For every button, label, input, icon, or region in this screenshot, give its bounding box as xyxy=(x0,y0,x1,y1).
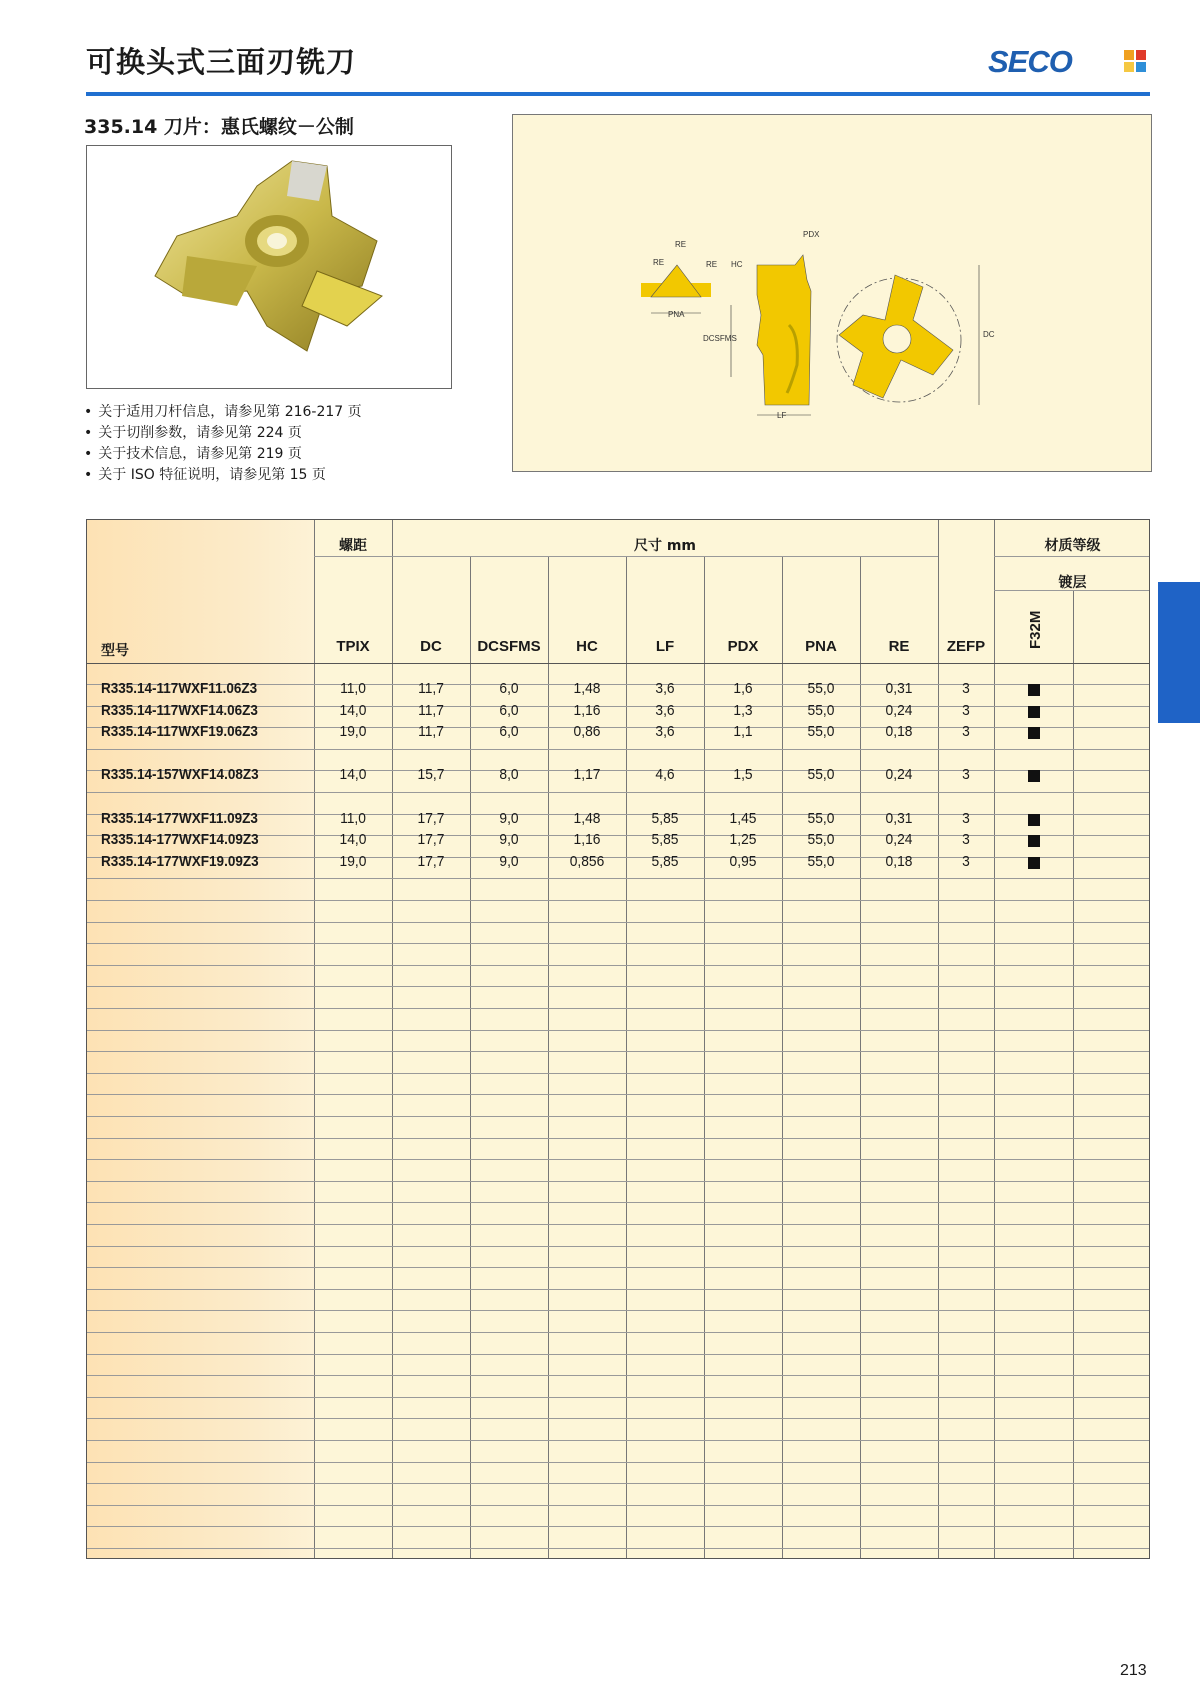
table-cell-dc: 17,7 xyxy=(417,831,445,848)
table-cell-hc: 1,17 xyxy=(573,766,601,783)
row-divider xyxy=(87,943,1149,944)
table-cell-pdx: 1,45 xyxy=(729,810,757,827)
col-divider xyxy=(938,520,939,1558)
table-cell-dcsfms: 6,0 xyxy=(499,680,519,697)
table-cell-hc: 0,86 xyxy=(573,723,601,740)
insert-photo xyxy=(86,145,452,389)
table-cell-dc: 15,7 xyxy=(417,766,445,783)
model-column-bg xyxy=(87,520,314,1558)
header-grade: 材质等级 xyxy=(1044,538,1101,554)
row-divider xyxy=(87,1008,1149,1009)
table-cell-dcsfms: 6,0 xyxy=(499,723,519,740)
header-coating: 镀层 xyxy=(1058,575,1087,591)
table-cell-pdx: 1,6 xyxy=(733,680,753,697)
column-header-pdx: PDX xyxy=(727,638,759,655)
label-lf: LF xyxy=(777,411,787,420)
table-cell-pna: 55,0 xyxy=(807,853,835,870)
label-hc: HC xyxy=(731,260,743,269)
table-cell-dc: 11,7 xyxy=(418,702,444,719)
row-divider xyxy=(87,1202,1149,1203)
table-cell-dcsfms: 9,0 xyxy=(499,831,519,848)
table-cell-dc: 11,7 xyxy=(418,723,444,740)
row-divider xyxy=(87,1267,1149,1268)
table-cell-lf: 5,85 xyxy=(651,810,679,827)
row-divider xyxy=(87,1462,1149,1463)
table-cell-dc: 11,7 xyxy=(418,680,444,697)
table-cell-tpix: 11,0 xyxy=(340,810,366,827)
table-cell-pna: 55,0 xyxy=(807,831,835,848)
table-cell-zefp: 3 xyxy=(962,723,970,740)
table-cell-tpix: 14,0 xyxy=(339,831,367,848)
header-dims: 尺寸 mm xyxy=(633,538,697,554)
table-cell-lf: 3,6 xyxy=(655,702,675,719)
column-header-hc: HC xyxy=(576,638,598,655)
logo-mark-icon xyxy=(1124,50,1146,72)
table-row-model: R335.14-157WXF14.08Z3 xyxy=(101,766,259,783)
table-cell-dcsfms: 9,0 xyxy=(499,853,519,870)
table-cell-re: 0,31 xyxy=(885,680,913,697)
row-divider xyxy=(87,1094,1149,1095)
table-cell-pna: 55,0 xyxy=(807,810,835,827)
row-divider xyxy=(87,1051,1149,1052)
stock-square-icon xyxy=(1028,857,1040,869)
col-divider xyxy=(994,520,995,1558)
table-cell-hc: 1,48 xyxy=(573,680,601,697)
header-model: 型号 xyxy=(101,643,129,659)
dimension-diagram xyxy=(512,114,1152,472)
header-grade-f32m: F32M xyxy=(1027,610,1044,649)
label-pna: PNA xyxy=(668,310,685,319)
row-divider xyxy=(87,1181,1149,1182)
label-dc: DC xyxy=(983,330,995,339)
table-cell-pdx: 0,95 xyxy=(729,853,757,870)
table-cell-tpix: 19,0 xyxy=(339,853,367,870)
row-divider xyxy=(87,1418,1149,1419)
table-cell-re: 0,31 xyxy=(885,810,913,827)
table-cell-hc: 1,16 xyxy=(573,831,601,848)
column-header-zefp: ZEFP xyxy=(946,638,986,655)
label-re-left: RE xyxy=(653,258,665,267)
table-cell-lf: 5,85 xyxy=(651,853,679,870)
table-cell-re: 0,18 xyxy=(885,853,913,870)
table-cell-pdx: 1,1 xyxy=(733,723,753,740)
table-cell-pna: 55,0 xyxy=(807,702,835,719)
insert-photo-image xyxy=(87,146,451,388)
table-cell-lf: 3,6 xyxy=(655,680,675,697)
label-re-right: RE xyxy=(706,260,718,269)
table-cell-zefp: 3 xyxy=(962,766,970,783)
header-pitch: 螺距 xyxy=(339,538,367,554)
table-cell-re: 0,24 xyxy=(885,702,913,719)
note-item: • 关于适用刀杆信息，请参见第 216-217 页 xyxy=(84,402,362,423)
stock-square-icon xyxy=(1028,835,1040,847)
row-divider xyxy=(87,878,1149,879)
table-cell-pdx: 1,3 xyxy=(733,702,753,719)
table-row-model: R335.14-177WXF14.09Z3 xyxy=(101,831,259,848)
table-row-model: R335.14-117WXF14.06Z3 xyxy=(101,702,258,719)
row-divider xyxy=(87,900,1149,901)
table-cell-lf: 5,85 xyxy=(651,831,679,848)
stock-square-icon xyxy=(1028,727,1040,739)
row-divider xyxy=(87,1138,1149,1139)
table-cell-lf: 4,6 xyxy=(655,766,675,783)
table-cell-zefp: 3 xyxy=(962,853,970,870)
table-cell-re: 0,18 xyxy=(885,723,913,740)
table-cell-zefp: 3 xyxy=(962,702,970,719)
row-divider xyxy=(87,1224,1149,1225)
row-divider xyxy=(87,1310,1149,1311)
row-divider xyxy=(87,1289,1149,1290)
table-row-model: R335.14-117WXF19.06Z3 xyxy=(101,723,258,740)
row-divider xyxy=(87,792,1149,793)
table-cell-zefp: 3 xyxy=(962,831,970,848)
table-cell-hc: 1,48 xyxy=(573,810,601,827)
column-header-lf: LF xyxy=(655,638,675,655)
table-cell-lf: 3,6 xyxy=(655,723,675,740)
section-subtitle: 335.14 刀片：惠氏螺纹－公制 xyxy=(84,116,354,138)
dimension-drawing xyxy=(513,115,1151,471)
notes-list xyxy=(84,402,362,486)
table-cell-hc: 0,856 xyxy=(569,853,605,870)
table-cell-dcsfms: 9,0 xyxy=(499,810,519,827)
table-cell-hc: 1,16 xyxy=(573,702,601,719)
row-divider xyxy=(87,1375,1149,1376)
note-item: • 关于切削参数，请参见第 224 页 xyxy=(84,423,362,444)
table-cell-dcsfms: 6,0 xyxy=(499,702,519,719)
table-row-model: R335.14-177WXF19.09Z3 xyxy=(101,853,259,870)
table-cell-dcsfms: 8,0 xyxy=(499,766,519,783)
table-cell-re: 0,24 xyxy=(885,766,913,783)
note-item: • 关于技术信息，请参见第 219 页 xyxy=(84,444,362,465)
row-divider xyxy=(87,1354,1149,1355)
table-cell-pdx: 1,25 xyxy=(729,831,757,848)
table-cell-zefp: 3 xyxy=(962,680,970,697)
row-divider xyxy=(87,965,1149,966)
col-divider xyxy=(392,520,393,1558)
stock-square-icon xyxy=(1028,684,1040,696)
table-cell-pna: 55,0 xyxy=(807,723,835,740)
table-cell-pna: 55,0 xyxy=(807,766,835,783)
table-cell-zefp: 3 xyxy=(962,810,970,827)
table-cell-tpix: 14,0 xyxy=(339,702,367,719)
col-divider xyxy=(314,520,315,1558)
row-divider xyxy=(87,1332,1149,1333)
table-cell-tpix: 19,0 xyxy=(339,723,367,740)
row-divider xyxy=(87,1030,1149,1031)
table-cell-tpix: 11,0 xyxy=(340,680,366,697)
row-divider xyxy=(87,1440,1149,1441)
stock-square-icon xyxy=(1028,814,1040,826)
row-divider xyxy=(87,986,1149,987)
col-divider xyxy=(1073,590,1074,1558)
table-cell-tpix: 14,0 xyxy=(339,766,367,783)
column-header-dc: DC xyxy=(420,638,442,655)
column-header-dcsfms: DCSFMS xyxy=(477,638,541,655)
row-divider xyxy=(87,749,1149,750)
page-number: 213 xyxy=(1120,1662,1147,1679)
label-pdx: PDX xyxy=(803,230,820,239)
row-divider xyxy=(87,1116,1149,1117)
label-re-top: RE xyxy=(675,240,687,249)
table-cell-re: 0,24 xyxy=(885,831,913,848)
section-side-tab xyxy=(1158,582,1200,723)
table-cell-dc: 17,7 xyxy=(417,810,445,827)
row-divider xyxy=(87,663,1149,664)
header-rule xyxy=(86,92,1150,96)
row-divider xyxy=(87,1159,1149,1160)
table-row-model: R335.14-117WXF11.06Z3 xyxy=(101,680,258,697)
row-divider xyxy=(87,1246,1149,1247)
seco-logo: SECO xyxy=(988,44,1072,79)
column-header-pna: PNA xyxy=(805,638,837,655)
row-divider xyxy=(87,1526,1149,1527)
stock-square-icon xyxy=(1028,770,1040,782)
row-divider xyxy=(87,1505,1149,1506)
note-item: • 关于 ISO 特征说明，请参见第 15 页 xyxy=(84,465,362,486)
row-divider xyxy=(87,922,1149,923)
table-cell-pna: 55,0 xyxy=(807,680,835,697)
row-divider xyxy=(87,1483,1149,1484)
column-header-re: RE xyxy=(888,638,910,655)
table-cell-dc: 17,7 xyxy=(417,853,445,870)
table-cell-pdx: 1,5 xyxy=(733,766,753,783)
row-divider xyxy=(87,1548,1149,1549)
stock-square-icon xyxy=(1028,706,1040,718)
row-divider xyxy=(87,1073,1149,1074)
table-row-model: R335.14-177WXF11.09Z3 xyxy=(101,810,258,827)
column-header-tpix: TPIX xyxy=(336,638,370,655)
page-title: 可换头式三面刃铣刀 xyxy=(86,45,357,79)
insert-table xyxy=(86,519,1150,1559)
row-divider xyxy=(87,1397,1149,1398)
row-divider xyxy=(314,556,938,557)
label-dcsfms: DCSFMS xyxy=(703,334,737,343)
row-divider xyxy=(994,556,1149,557)
